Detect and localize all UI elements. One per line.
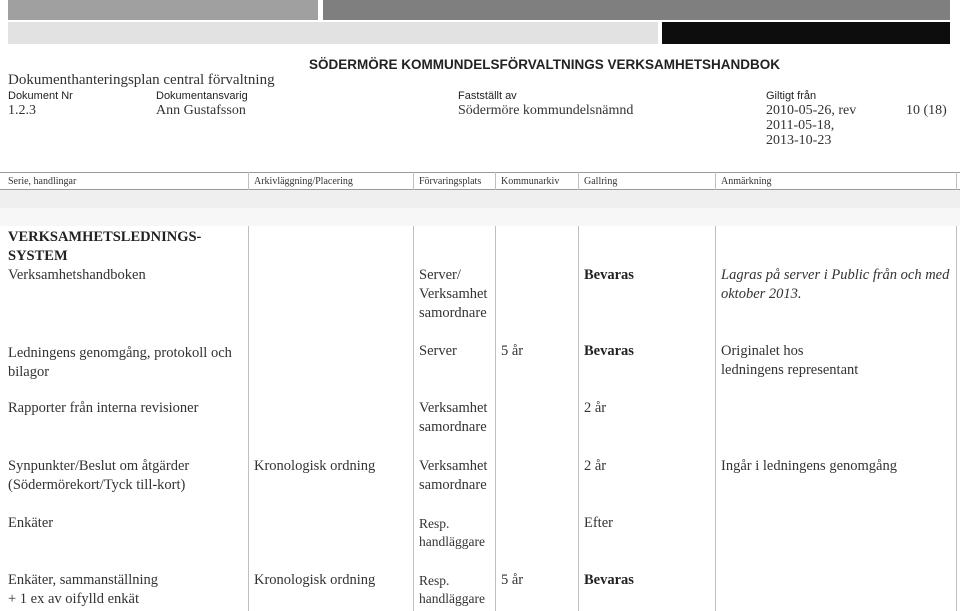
series-cell: Ledningens genomgång, protokoll och: [8, 345, 232, 361]
responsible-value: Ann Gustafsson: [156, 103, 246, 118]
filing-cell: Kronologisk ordning: [254, 458, 376, 474]
storage-cell: samordnare: [419, 477, 487, 493]
disposal-cell: Bevaras: [584, 267, 634, 283]
storage-cell: Verksamhet: [419, 286, 488, 302]
label-approved-by: Fastställt av: [458, 90, 517, 102]
valid-from-line-3: 2013-10-23: [766, 133, 832, 148]
hdr-sep-3: [495, 172, 496, 190]
col-series: Serie, handlingar: [8, 176, 77, 187]
hdr-sep-6: [956, 172, 957, 190]
storage-cell: Resp.: [419, 516, 450, 531]
storage-cell: handläggare: [419, 534, 485, 549]
hdr-sep-4: [578, 172, 579, 190]
section-title-line-1: VERKSAMHETSLEDNINGS-: [8, 229, 202, 245]
archive-cell: 5 år: [501, 572, 524, 588]
storage-cell: handläggare: [419, 591, 485, 606]
doc-nr-value: 1.2.3: [8, 103, 36, 118]
column-header-top-rule: [0, 172, 960, 173]
series-cell: Verksamhetshandboken: [8, 267, 146, 283]
grey-band-2: [0, 208, 960, 226]
remark-cell: ledningens representant: [721, 362, 859, 378]
series-cell: Enkäter, sammanställning: [8, 572, 159, 588]
document-title: Dokumenthanteringsplan central förvaltning: [8, 72, 275, 88]
storage-cell: Verksamhet: [419, 458, 488, 474]
grey-band-1: [0, 190, 960, 208]
page-number: 10 (18): [906, 103, 947, 118]
col-municipal-archive: Kommunarkiv: [501, 176, 560, 187]
body-sep-2: [413, 226, 414, 611]
disposal-cell: Efter: [584, 515, 613, 531]
series-cell: Enkäter: [8, 515, 54, 531]
storage-cell: Server/: [419, 267, 461, 283]
hdr-sep-1: [248, 172, 249, 190]
storage-cell: Verksamhet: [419, 400, 488, 416]
storage-cell: Server: [419, 343, 457, 359]
top-bar-right: [323, 0, 950, 20]
body-sep-3: [495, 226, 496, 611]
col-storage: Förvaringsplats: [419, 176, 482, 187]
remark-cell: Ingår i ledningens genomgång: [721, 458, 897, 474]
remark-cell: Originalet hos: [721, 343, 804, 359]
remark-cell: oktober 2013.: [721, 286, 802, 302]
col-disposal: Gallring: [584, 176, 618, 187]
disposal-cell: Bevaras: [584, 343, 634, 359]
series-cell: + 1 ex av oifylld enkät: [8, 591, 139, 607]
hdr-sep-2: [413, 172, 414, 190]
valid-from-line-1: 2010-05-26, rev: [766, 103, 857, 118]
archive-cell: 5 år: [501, 343, 524, 359]
section-title-line-2: SYSTEM: [8, 248, 68, 264]
remark-cell: Lagras på server i Public från och med: [721, 267, 950, 283]
col-filing: Arkivläggning/Placering: [254, 176, 353, 187]
storage-cell: Resp.: [419, 573, 450, 588]
body-sep-4: [578, 226, 579, 611]
approved-by-value: Södermöre kommundelsnämnd: [458, 103, 634, 118]
series-cell: bilagor: [8, 364, 50, 380]
sub-bar-left: [8, 22, 658, 44]
disposal-cell: 2 år: [584, 400, 607, 416]
valid-from-line-2: 2011-05-18,: [766, 118, 835, 133]
disposal-cell: Bevaras: [584, 572, 634, 588]
filing-cell: Kronologisk ordning: [254, 572, 376, 588]
col-remark: Anmärkning: [721, 176, 772, 187]
label-doc-nr: Dokument Nr: [8, 90, 73, 102]
main-title: SÖDERMÖRE KOMMUNDELSFÖRVALTNINGS VERKSAMHETSHANDBOK: [309, 57, 781, 72]
disposal-cell: 2 år: [584, 458, 607, 474]
body-sep-6: [956, 226, 957, 611]
series-cell: (Södermörekort/Tyck till-kort): [8, 477, 186, 493]
storage-cell: samordnare: [419, 305, 487, 321]
body-sep-5: [715, 226, 716, 611]
series-cell: Synpunkter/Beslut om åtgärder: [8, 458, 190, 474]
top-bar-left: [8, 0, 318, 20]
storage-cell: samordnare: [419, 419, 487, 435]
sub-bar-right: [662, 22, 950, 44]
label-valid-from: Giltigt från: [766, 90, 817, 102]
label-responsible: Dokumentansvarig: [156, 90, 248, 102]
series-cell: Rapporter från interna revisioner: [8, 400, 199, 416]
body-sep-1: [248, 226, 249, 611]
hdr-sep-5: [715, 172, 716, 190]
